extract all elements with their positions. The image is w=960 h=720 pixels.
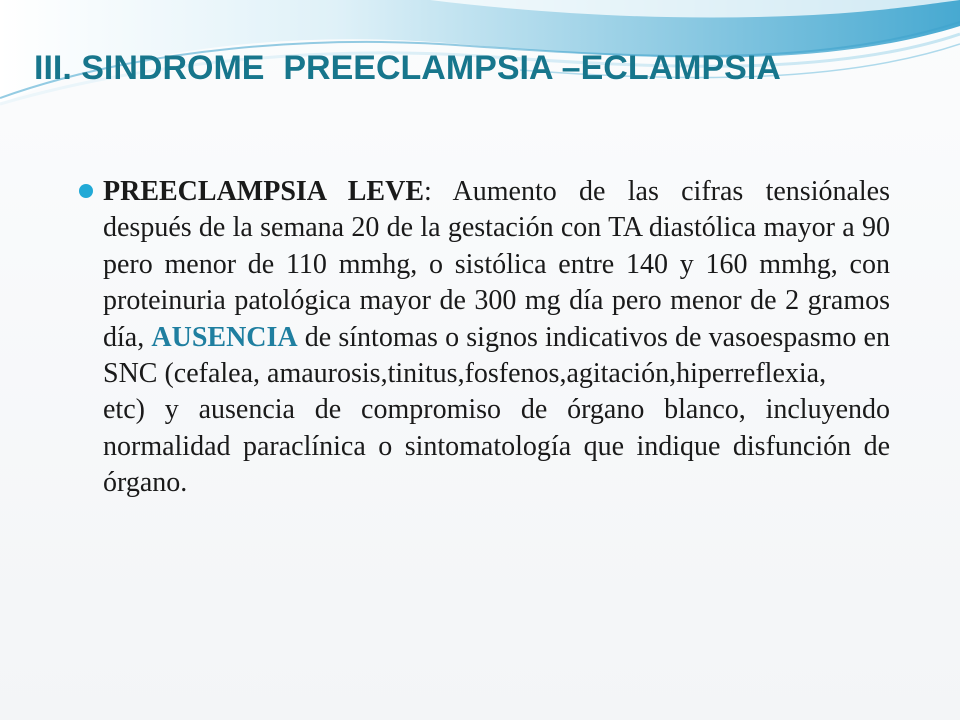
bullet-text-part-3: etc) y ausencia de compromiso de órgano blanco, incluyendo normalidad paraclínica o sintomatología que indique disfunción de órgano. bbox=[103, 394, 890, 499]
bullet-term: PREECLAMPSIA LEVE bbox=[103, 176, 425, 207]
bullet-highlight: AUSENCIA bbox=[151, 321, 298, 353]
bullet-text-part-1: : Aumento de las cifras tensiónales después de la semana 20 de la gestación con TA diastólica mayor a 90 pero menor de 110 mmhg, o sistólica entre 140 y 160 mmhg, con proteinuria patológica mayor de 300 mg día pero menor de 2 gramos día, bbox=[103, 176, 891, 353]
slide-title: III. SINDROME PREECLAMPSIA –ECLAMPSIA bbox=[34, 49, 781, 87]
bullet-text-part-2: de síntomas o signos indicativos de vasoespasmo en SNC (cefalea, amaurosis,tinitus,fosfenos,agitación,hiperreflexia, bbox=[103, 321, 890, 390]
bullet-text bbox=[103, 176, 890, 498]
bullet-list bbox=[70, 174, 890, 502]
bullet-item bbox=[70, 174, 890, 502]
bullet-icon bbox=[79, 184, 93, 198]
